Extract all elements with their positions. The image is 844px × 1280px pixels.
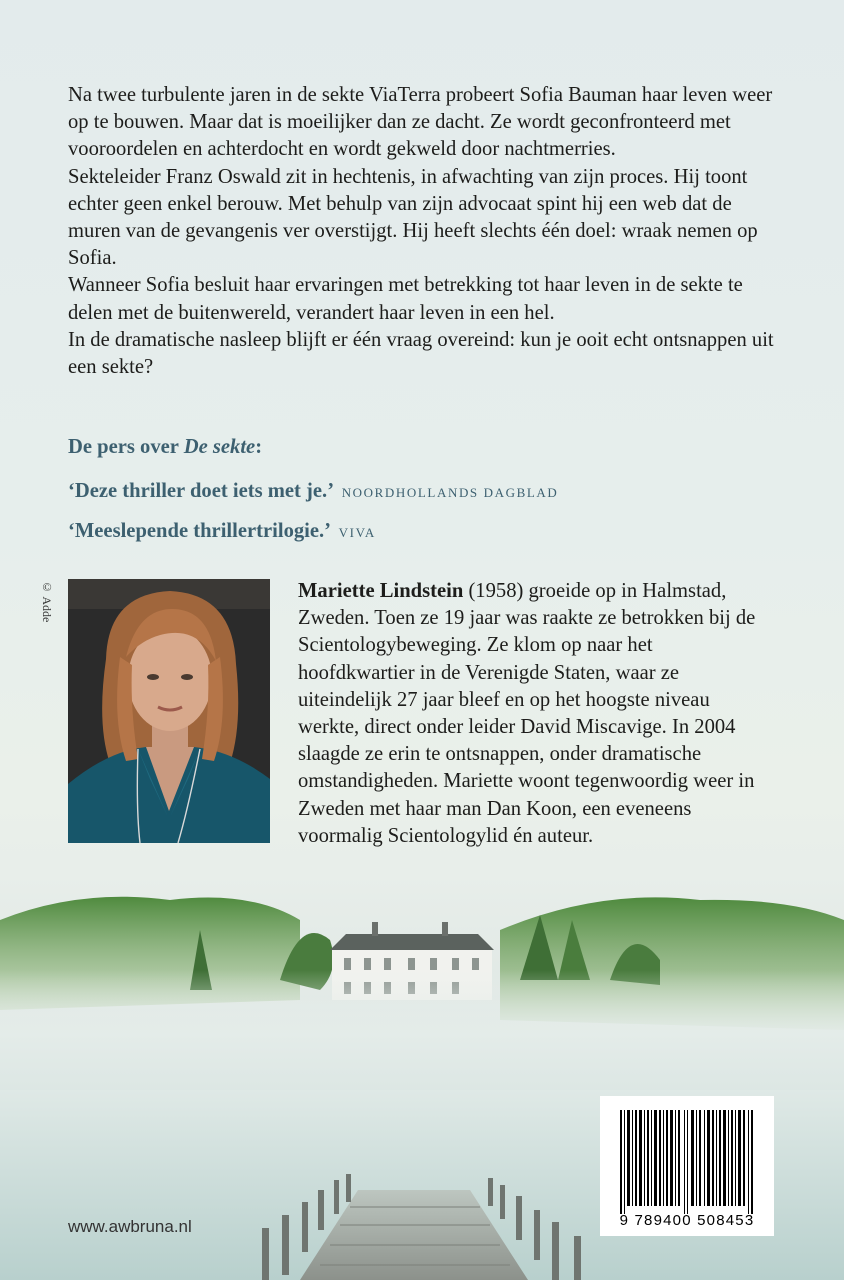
publisher-url: www.awbruna.nl [68,1217,192,1236]
author-name: Mariette Lindstein [298,580,464,602]
author-bio [298,578,768,850]
author-bio-text: (1958) groeide op in Halmstad, Zweden. Toen ze 19 jaar was raakte ze betrokken bij de Scientologybeweging. Ze klom op naar het hoofdkwartier in de Verenigde Staten, waar ze uiteindelijk 27 jaar bleef en op het hoogste niveau werkte, direct onder leider David Miscavige. In 2004 slaagde ze erin te ontsnappen, onder dramatische omstandigheden. Mariette woont tegenwoordig weer in Zweden met haar man Dan Koon, een eveneens voormalig Scientologylid én auteur. [298,580,756,847]
synopsis [68,82,784,381]
synopsis-paragraph: In de dramatische nasleep blijft er één vraag overeind: kun je ooit echt ontsnappen uit een sekte? [68,328,774,379]
press-heading-prefix: De pers over [68,436,184,458]
press-quote [68,480,558,503]
synopsis-paragraph: Na twee turbulente jaren in de sekte ViaTerra probeert Sofia Bauman haar leven weer op te bouwen. Maar dat is moeilijker dan ze dacht. Ze wordt geconfronteerd met vooroordelen en achterdocht en wordt gekweld door nachtmerries. [68,84,773,161]
quote-text: ‘Deze thriller doet iets met je.’ [68,480,333,502]
author-photo [68,579,270,843]
photo-credit: © Adde [40,580,54,623]
quote-source: VIVA [338,525,376,540]
press-heading-suffix: : [255,436,263,458]
synopsis-paragraph: Wanneer Sofia besluit haar ervaringen met betrekking tot haar leven in de sekte te delen met de buitenwereld, verandert haar leven in een hel. [68,274,743,324]
press-heading-title: De sekte [183,436,256,458]
press-quote [68,520,376,543]
synopsis-paragraph: Sekteleider Franz Oswald zit in hechtenis, in afwachting van zijn proces. Hij toont echter geen enkel berouw. Met behulp van zijn advocaat spint hij een web dat de muren van de gevangenis ver overstijgt. Hij heeft slechts één doel: wraak nemen op Sofia. [68,165,758,270]
press-heading [68,436,262,459]
isbn-digits: 9 789400 508453 [619,1212,755,1229]
quote-text: ‘Meeslepende thrillertrilogie.’ [68,520,330,542]
author-portrait-illustration [68,579,270,843]
quote-source: NOORDHOLLANDS DAGBLAD [341,485,559,500]
